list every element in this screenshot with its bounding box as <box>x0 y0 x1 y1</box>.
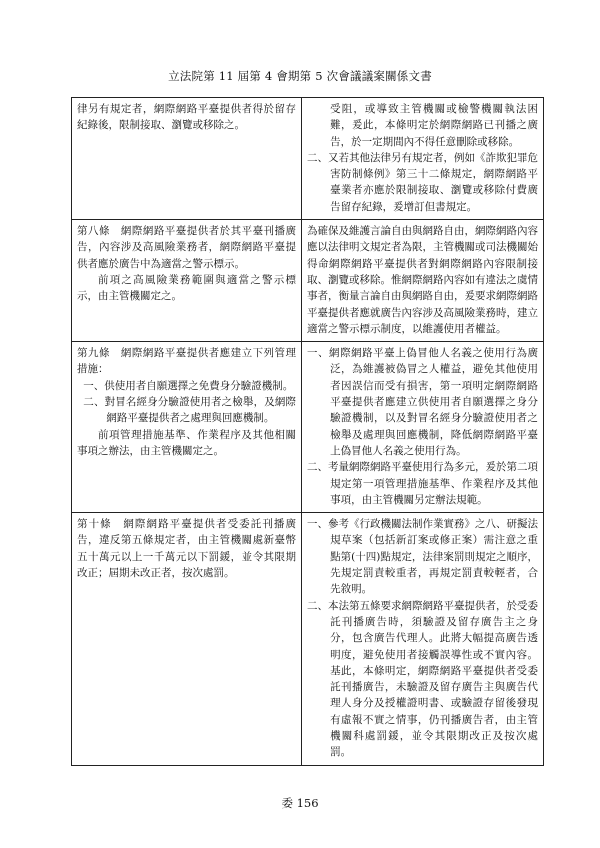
explanation-item: 二、本法第五條要求網際網路平臺提供者，於受委託刊播廣告時，須驗證及留存廣告主之身分，包含廣告代理人。此將大幅提高廣告透明度，避免使用者接觸誤導性或不實內容。基此，本條明定，網際網路平臺提供者受委託刊播廣告，未驗證及留存廣告主與廣告代理人身分及授權證明書、或驗證存留後發現有虛報不實之情事，仍刊播廣告者，由主管機關科處罰鍰，並令其限期改正及按次處罰。 <box>307 599 538 759</box>
article-text-cell <box>72 342 302 513</box>
explanation-item: 一、網際網路平臺上偽冒他人名義之使用行為廣泛，為維護被偽冒之人權益，避免其他使用者因誤信而受有損害，第一項明定網際網路平臺提供者應建立供使用者自願選擇之身分驗證機制，以及對冒名經身分驗證使用者之檢舉及處理與回應機制，降低網際網路平臺上偽冒他人名義之使用行為。 <box>307 347 538 457</box>
explanation-paragraph: 為確保及維護言論自由與網路自由，網際網路內容應以法律明文規定者為限，主管機關或司法機關始得命網際網路平臺提供者對網際網路內容限制接取、瀏覽或移除。惟網際網路內容如有違法之虞情事者，衡量言論自由與網路自由，爰要求網際網路平臺提供者應就廣告內容涉及高風險業務時，建立適當之警示標示制度，以維護使用者權益。 <box>307 225 538 335</box>
article-text-cell <box>72 98 302 220</box>
explanation-item: 二、考量網際網路平臺使用行為多元，爰於第二項規定第一項管理措施基準、作業程序及其他事項，由主管機關另定辦法規範。 <box>307 461 538 506</box>
explanation-item: 一、參考《行政機關法制作業實務》之八、研擬法規草案（包括新訂案或修正案）需注意之重點第(十四)點規定，法律案罰則規定之順序，先規定罰責較重者，再規定罰責較輕者，合先敘明。 <box>307 518 538 596</box>
explanation-item: 二、又若其他法律另有規定者，例如《詐欺犯罪危害防制條例》第三十二條規定，網際網路平臺業者亦應於限制接取、瀏覽或移除付費廣告留存紀錄，爰增訂但書規定。 <box>307 151 538 213</box>
table-row <box>72 342 544 513</box>
article-paragraph: 前項管理措施基準、作業程序及其他相關事項之辦法，由主管機關定之。 <box>77 428 296 457</box>
explanation-cell <box>302 342 544 513</box>
article-paragraph: 前項之高風險業務範圍與適當之警示標示，由主管機關定之。 <box>77 273 296 303</box>
article-text-cell <box>72 220 302 342</box>
article-paragraph: 第十條 網際網路平臺提供者受委託刊播廣告，違反第五條規定者，由主管機關處新臺幣五十萬元以上一千萬元以下罰鍰，並令其限期改正；屆期未改正者，按次處罰。 <box>77 518 296 580</box>
explanation-cell <box>302 513 544 765</box>
explanation-paragraph: 受阻，或導致主管機關或檢警機關執法困難，爰此，本條明定於網際網路已刊播之廣告，於一定期間內不得任意刪除或移除。 <box>330 103 538 148</box>
table-row <box>72 220 544 342</box>
article-paragraph: 第八條 網際網路平臺提供者於其平臺刊播廣告，內容涉及高風險業務者，網際網路平臺提供者應於廣告中為適當之警示標示。 <box>77 225 296 270</box>
explanation-cell <box>302 220 544 342</box>
article-text-cell <box>72 513 302 765</box>
document-header: 立法院第 11 屆第 4 會期第 5 次會議議案關係文書 <box>168 69 432 83</box>
article-paragraph: 律另有規定者，網際網路平臺提供者得於留存紀錄後，限制接取、瀏覽或移除之。 <box>77 103 296 132</box>
table-row <box>72 98 544 220</box>
bill-comparison-table <box>71 97 544 766</box>
explanation-cell <box>302 98 544 220</box>
article-item: 二、對冒名經身分驗證使用者之檢舉，及網際網路平臺提供者之處理與回應機制。 <box>83 396 296 425</box>
article-paragraph: 第九條 網際網路平臺提供者應建立下列管理措施： <box>77 347 296 376</box>
page-number: 委 156 <box>281 796 319 810</box>
table-row <box>72 513 544 765</box>
article-item: 一、供使用者自願選擇之免費身分驗證機制。 <box>83 379 294 392</box>
